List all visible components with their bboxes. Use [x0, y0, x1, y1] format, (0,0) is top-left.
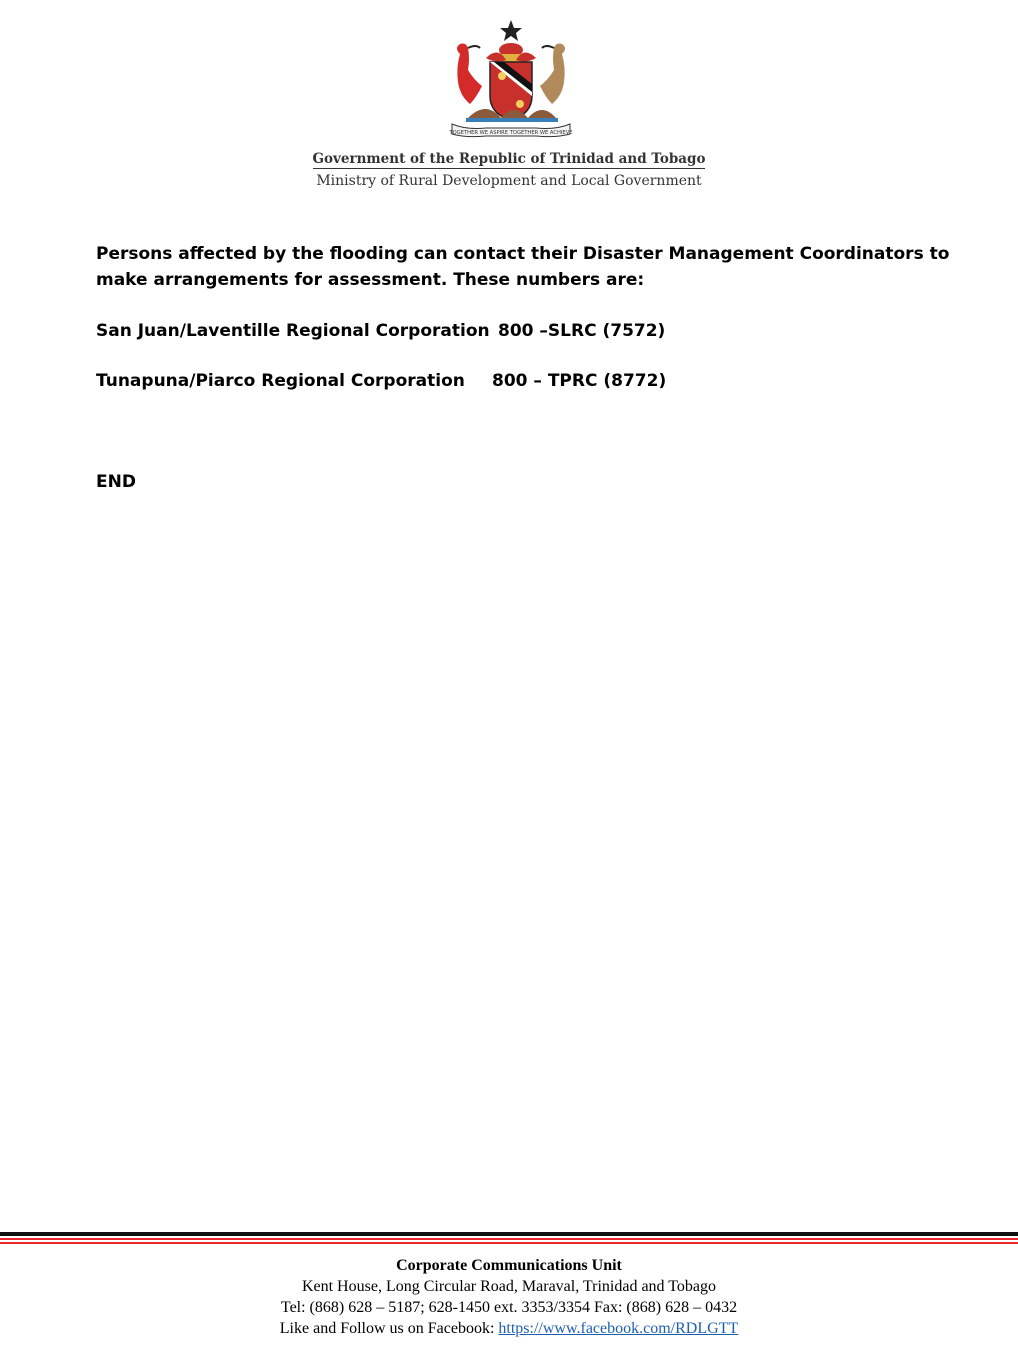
contact-number: 800 – TPRC (8772) — [492, 371, 667, 391]
footer-unit: Corporate Communications Unit — [396, 1257, 622, 1274]
footer-facebook-prefix: Like and Follow us on Facebook: — [279, 1320, 499, 1337]
footer-rule-black — [0, 1232, 1018, 1236]
footer-divider — [0, 1232, 1018, 1246]
intro-paragraph: Persons affected by the flooding can contact their Disaster Management Coordinators to make arrangements for assessment. These numbers are: — [96, 244, 950, 290]
coat-of-arms-logo — [446, 18, 576, 138]
footer-address: Kent House, Long Circular Road, Maraval, Trinidad and Tobago — [301, 1278, 717, 1295]
government-heading — [0, 151, 1018, 167]
ministry-heading: Ministry of Rural Development and Local Government — [316, 173, 702, 189]
footer-rule-red — [0, 1238, 1018, 1240]
svg-text:TOGETHER WE ASPIRE TOGETHER WE: TOGETHER WE ASPIRE TOGETHER WE ACHIEVE — [449, 130, 573, 136]
footer-rule-red — [0, 1242, 1018, 1244]
facebook-link[interactable]: https://www.facebook.com/RDLGTT — [498, 1320, 739, 1337]
contact-name: San Juan/Laventille Regional Corporation — [96, 321, 490, 341]
footer-contact-numbers: Tel: (868) 628 – 5187; 628-1450 ext. 3353/3354 Fax: (868) 628 – 0432 — [280, 1299, 738, 1316]
contact-row — [96, 319, 666, 343]
contact-name: Tunapuna/Piarco Regional Corporation — [96, 371, 465, 391]
government-heading-text: Government of the Republic of Trinidad and Tobago — [312, 151, 706, 167]
contact-number: 800 –SLRC (7572) — [498, 321, 666, 341]
footer-facebook — [0, 1318, 1018, 1339]
contact-row — [96, 369, 667, 393]
end-label: END — [96, 472, 136, 492]
